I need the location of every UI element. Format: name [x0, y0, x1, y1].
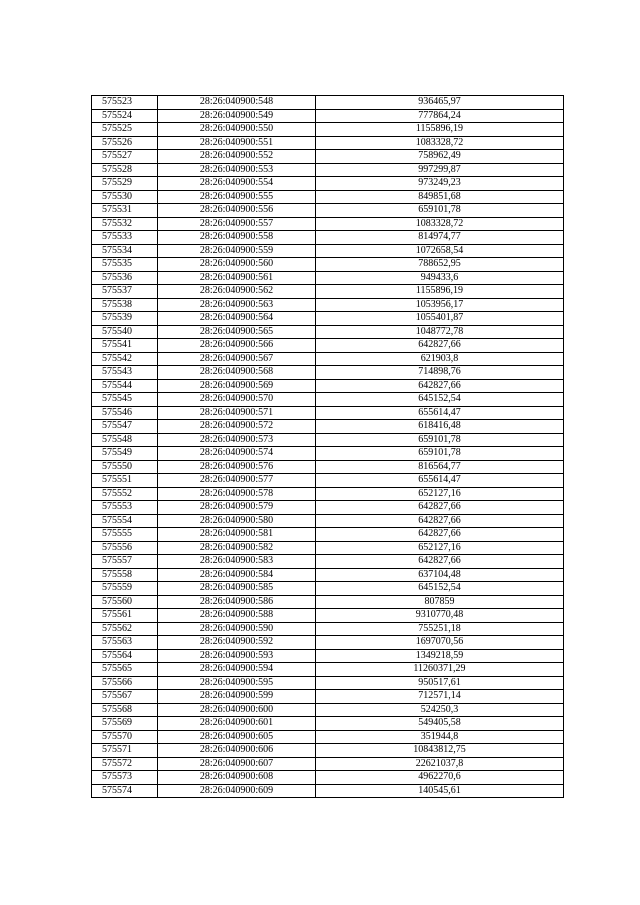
record-number-cell: 575552	[92, 487, 158, 501]
table-row	[92, 244, 564, 258]
cadastral-number-cell: 28:26:040900:555	[158, 190, 316, 204]
table-row	[92, 447, 564, 461]
table-row	[92, 312, 564, 326]
table-row	[92, 582, 564, 596]
record-number-cell: 575540	[92, 325, 158, 339]
table-row	[92, 406, 564, 420]
record-number-cell: 575551	[92, 474, 158, 488]
record-number-cell: 575546	[92, 406, 158, 420]
cadastral-number-cell: 28:26:040900:557	[158, 217, 316, 231]
cadastral-number-cell: 28:26:040900:564	[158, 312, 316, 326]
record-number-cell: 575556	[92, 541, 158, 555]
table-row	[92, 555, 564, 569]
table-row	[92, 177, 564, 191]
table-row	[92, 339, 564, 353]
record-number-cell: 575523	[92, 96, 158, 110]
record-number-cell: 575548	[92, 433, 158, 447]
value-cell: 1349218,59	[316, 649, 564, 663]
table-row	[92, 514, 564, 528]
cadastral-number-cell: 28:26:040900:558	[158, 231, 316, 245]
value-cell: 637104,48	[316, 568, 564, 582]
cadastral-number-cell: 28:26:040900:554	[158, 177, 316, 191]
value-cell: 642827,66	[316, 555, 564, 569]
record-number-cell: 575528	[92, 163, 158, 177]
cadastral-number-cell: 28:26:040900:599	[158, 690, 316, 704]
table-row	[92, 609, 564, 623]
record-number-cell: 575568	[92, 703, 158, 717]
record-number-cell: 575562	[92, 622, 158, 636]
table-row	[92, 393, 564, 407]
record-number-cell: 575536	[92, 271, 158, 285]
cadastral-number-cell: 28:26:040900:565	[158, 325, 316, 339]
cadastral-number-cell: 28:26:040900:605	[158, 730, 316, 744]
table-row	[92, 649, 564, 663]
value-cell: 524250,3	[316, 703, 564, 717]
value-cell: 807859	[316, 595, 564, 609]
cadastral-number-cell: 28:26:040900:609	[158, 784, 316, 798]
value-cell: 645152,54	[316, 393, 564, 407]
record-number-cell: 575525	[92, 123, 158, 137]
value-cell: 997299,87	[316, 163, 564, 177]
value-cell: 4962270,6	[316, 771, 564, 785]
cadastral-number-cell: 28:26:040900:601	[158, 717, 316, 731]
value-cell: 9310770,48	[316, 609, 564, 623]
table-row	[92, 636, 564, 650]
record-number-cell: 575533	[92, 231, 158, 245]
cadastral-number-cell: 28:26:040900:561	[158, 271, 316, 285]
table-row	[92, 217, 564, 231]
value-cell: 1083328,72	[316, 136, 564, 150]
cadastral-number-cell: 28:26:040900:560	[158, 258, 316, 272]
value-cell: 351944,8	[316, 730, 564, 744]
cadastral-number-cell: 28:26:040900:556	[158, 204, 316, 218]
table-row	[92, 271, 564, 285]
cadastral-number-cell: 28:26:040900:563	[158, 298, 316, 312]
cadastral-number-cell: 28:26:040900:568	[158, 366, 316, 380]
value-cell: 714898,76	[316, 366, 564, 380]
record-number-cell: 575538	[92, 298, 158, 312]
record-number-cell: 575549	[92, 447, 158, 461]
cadastral-number-cell: 28:26:040900:590	[158, 622, 316, 636]
table-row	[92, 730, 564, 744]
record-number-cell: 575569	[92, 717, 158, 731]
table-row	[92, 298, 564, 312]
cadastral-number-cell: 28:26:040900:592	[158, 636, 316, 650]
value-cell: 712571,14	[316, 690, 564, 704]
record-number-cell: 575558	[92, 568, 158, 582]
table-row	[92, 568, 564, 582]
value-cell: 1697070,56	[316, 636, 564, 650]
value-cell: 642827,66	[316, 339, 564, 353]
record-number-cell: 575571	[92, 744, 158, 758]
table-row	[92, 109, 564, 123]
value-cell: 642827,66	[316, 514, 564, 528]
table-row	[92, 96, 564, 110]
cadastral-number-cell: 28:26:040900:562	[158, 285, 316, 299]
table-row	[92, 150, 564, 164]
value-cell: 1155896,19	[316, 123, 564, 137]
value-cell: 652127,16	[316, 541, 564, 555]
value-cell: 22621037,8	[316, 757, 564, 771]
value-cell: 788652,95	[316, 258, 564, 272]
value-cell: 659101,78	[316, 447, 564, 461]
value-cell: 11260371,29	[316, 663, 564, 677]
table-row	[92, 717, 564, 731]
record-number-cell: 575567	[92, 690, 158, 704]
value-cell: 659101,78	[316, 433, 564, 447]
record-number-cell: 575573	[92, 771, 158, 785]
value-cell: 1055401,87	[316, 312, 564, 326]
value-cell: 642827,66	[316, 528, 564, 542]
value-cell: 1083328,72	[316, 217, 564, 231]
table-row	[92, 663, 564, 677]
table-row	[92, 757, 564, 771]
record-number-cell: 575565	[92, 663, 158, 677]
record-number-cell: 575542	[92, 352, 158, 366]
table-row	[92, 258, 564, 272]
cadastral-number-cell: 28:26:040900:549	[158, 109, 316, 123]
table-row	[92, 474, 564, 488]
value-cell: 973249,23	[316, 177, 564, 191]
record-number-cell: 575550	[92, 460, 158, 474]
value-cell: 755251,18	[316, 622, 564, 636]
table-row	[92, 690, 564, 704]
record-number-cell: 575543	[92, 366, 158, 380]
value-cell: 936465,97	[316, 96, 564, 110]
record-number-cell: 575535	[92, 258, 158, 272]
value-cell: 10843812,75	[316, 744, 564, 758]
record-number-cell: 575572	[92, 757, 158, 771]
value-cell: 1155896,19	[316, 285, 564, 299]
cadastral-number-cell: 28:26:040900:581	[158, 528, 316, 542]
value-cell: 949433,6	[316, 271, 564, 285]
table-row	[92, 487, 564, 501]
value-cell: 950517,61	[316, 676, 564, 690]
value-cell: 1048772,78	[316, 325, 564, 339]
value-cell: 621903,8	[316, 352, 564, 366]
cadastral-number-cell: 28:26:040900:576	[158, 460, 316, 474]
table-row	[92, 703, 564, 717]
value-cell: 777864,24	[316, 109, 564, 123]
cadastral-number-cell: 28:26:040900:608	[158, 771, 316, 785]
table-row	[92, 123, 564, 137]
value-cell: 655614,47	[316, 474, 564, 488]
cadastral-number-cell: 28:26:040900:559	[158, 244, 316, 258]
record-number-cell: 575534	[92, 244, 158, 258]
value-cell: 655614,47	[316, 406, 564, 420]
value-cell: 549405,58	[316, 717, 564, 731]
table-row	[92, 771, 564, 785]
record-number-cell: 575564	[92, 649, 158, 663]
record-number-cell: 575557	[92, 555, 158, 569]
table-row	[92, 744, 564, 758]
data-table	[91, 95, 564, 798]
table-row	[92, 541, 564, 555]
cadastral-number-cell: 28:26:040900:586	[158, 595, 316, 609]
cadastral-number-cell: 28:26:040900:572	[158, 420, 316, 434]
table-row	[92, 136, 564, 150]
record-number-cell: 575526	[92, 136, 158, 150]
table-row	[92, 784, 564, 798]
value-cell: 652127,16	[316, 487, 564, 501]
cadastral-number-cell: 28:26:040900:582	[158, 541, 316, 555]
value-cell: 642827,66	[316, 501, 564, 515]
cadastral-number-cell: 28:26:040900:566	[158, 339, 316, 353]
cadastral-number-cell: 28:26:040900:571	[158, 406, 316, 420]
table-row	[92, 433, 564, 447]
record-number-cell: 575539	[92, 312, 158, 326]
table-body	[92, 96, 564, 798]
table-row	[92, 325, 564, 339]
table-row	[92, 528, 564, 542]
record-number-cell: 575554	[92, 514, 158, 528]
cadastral-number-cell: 28:26:040900:552	[158, 150, 316, 164]
record-number-cell: 575547	[92, 420, 158, 434]
record-number-cell: 575541	[92, 339, 158, 353]
table-row	[92, 595, 564, 609]
cadastral-number-cell: 28:26:040900:595	[158, 676, 316, 690]
value-cell: 140545,61	[316, 784, 564, 798]
record-number-cell: 575563	[92, 636, 158, 650]
value-cell: 816564,77	[316, 460, 564, 474]
cadastral-number-cell: 28:26:040900:573	[158, 433, 316, 447]
value-cell: 814974,77	[316, 231, 564, 245]
record-number-cell: 575532	[92, 217, 158, 231]
table-row	[92, 622, 564, 636]
value-cell: 849851,68	[316, 190, 564, 204]
cadastral-number-cell: 28:26:040900:585	[158, 582, 316, 596]
record-number-cell: 575544	[92, 379, 158, 393]
cadastral-number-cell: 28:26:040900:606	[158, 744, 316, 758]
table-row	[92, 190, 564, 204]
cadastral-number-cell: 28:26:040900:580	[158, 514, 316, 528]
value-cell: 1053956,17	[316, 298, 564, 312]
cadastral-number-cell: 28:26:040900:584	[158, 568, 316, 582]
record-number-cell: 575574	[92, 784, 158, 798]
cadastral-number-cell: 28:26:040900:574	[158, 447, 316, 461]
table-row	[92, 676, 564, 690]
cadastral-number-cell: 28:26:040900:550	[158, 123, 316, 137]
table-row	[92, 231, 564, 245]
record-number-cell: 575524	[92, 109, 158, 123]
cadastral-number-cell: 28:26:040900:578	[158, 487, 316, 501]
value-cell: 645152,54	[316, 582, 564, 596]
cadastral-number-cell: 28:26:040900:588	[158, 609, 316, 623]
record-number-cell: 575555	[92, 528, 158, 542]
table-row	[92, 420, 564, 434]
cadastral-number-cell: 28:26:040900:551	[158, 136, 316, 150]
cadastral-number-cell: 28:26:040900:548	[158, 96, 316, 110]
value-cell: 642827,66	[316, 379, 564, 393]
cadastral-number-cell: 28:26:040900:583	[158, 555, 316, 569]
record-number-cell: 575530	[92, 190, 158, 204]
table-row	[92, 204, 564, 218]
record-number-cell: 575531	[92, 204, 158, 218]
cadastral-number-cell: 28:26:040900:577	[158, 474, 316, 488]
table-row	[92, 352, 564, 366]
table-row	[92, 501, 564, 515]
value-cell: 1072658,54	[316, 244, 564, 258]
cadastral-number-cell: 28:26:040900:569	[158, 379, 316, 393]
cadastral-number-cell: 28:26:040900:553	[158, 163, 316, 177]
record-number-cell: 575553	[92, 501, 158, 515]
table-row	[92, 366, 564, 380]
record-number-cell: 575560	[92, 595, 158, 609]
value-cell: 659101,78	[316, 204, 564, 218]
record-number-cell: 575537	[92, 285, 158, 299]
cadastral-number-cell: 28:26:040900:570	[158, 393, 316, 407]
record-number-cell: 575566	[92, 676, 158, 690]
value-cell: 618416,48	[316, 420, 564, 434]
cadastral-number-cell: 28:26:040900:594	[158, 663, 316, 677]
record-number-cell: 575561	[92, 609, 158, 623]
record-number-cell: 575559	[92, 582, 158, 596]
table-row	[92, 379, 564, 393]
table-row	[92, 285, 564, 299]
cadastral-number-cell: 28:26:040900:593	[158, 649, 316, 663]
value-cell: 758962,49	[316, 150, 564, 164]
cadastral-number-cell: 28:26:040900:600	[158, 703, 316, 717]
record-number-cell: 575527	[92, 150, 158, 164]
table-row	[92, 460, 564, 474]
record-number-cell: 575570	[92, 730, 158, 744]
cadastral-number-cell: 28:26:040900:567	[158, 352, 316, 366]
cadastral-number-cell: 28:26:040900:607	[158, 757, 316, 771]
record-number-cell: 575529	[92, 177, 158, 191]
cadastral-number-cell: 28:26:040900:579	[158, 501, 316, 515]
table-row	[92, 163, 564, 177]
record-number-cell: 575545	[92, 393, 158, 407]
